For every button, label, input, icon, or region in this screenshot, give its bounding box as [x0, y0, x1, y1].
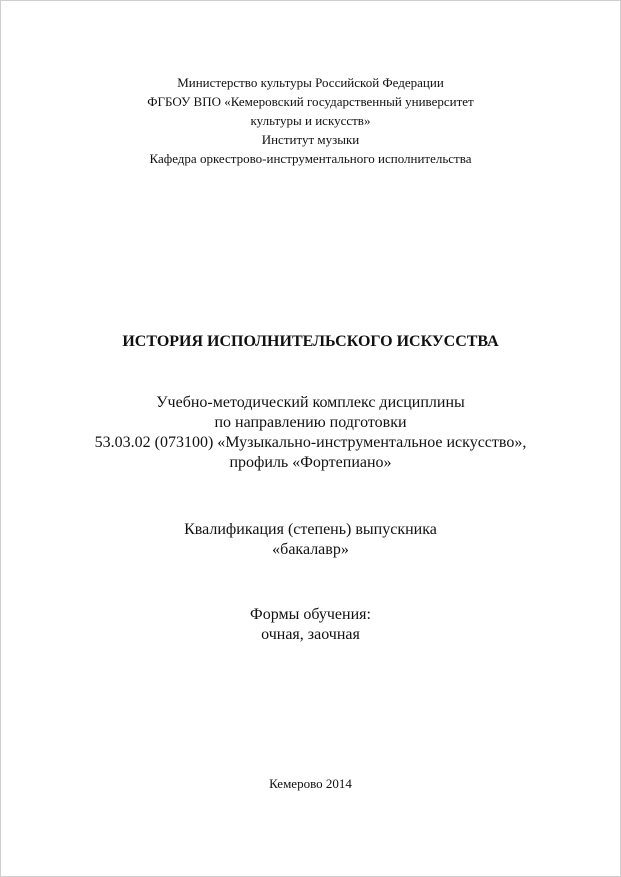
document-title: [0, 331, 621, 353]
study-forms-section: [0, 605, 621, 645]
institution-header: [0, 73, 621, 168]
university-line-continued: культуры и искусств»: [250, 113, 371, 128]
document-subtitle: [0, 393, 621, 473]
subtitle-line-complex: Учебно-методический комплекс дисциплины: [156, 394, 465, 411]
subtitle-line-code: 53.03.02 (073100) «Музыкально-инструментальное искусство»,: [94, 434, 527, 451]
qualification-section: [0, 520, 621, 560]
city-year-text: Кемерово 2014: [269, 776, 352, 791]
study-forms-value: очная, заочная: [261, 626, 360, 643]
subtitle-line-profile: профиль «Фортепиано»: [229, 454, 392, 471]
qualification-label: Квалификация (степень) выпускника: [184, 521, 437, 538]
city-year-footer: [0, 774, 621, 793]
subtitle-line-direction: по направлению подготовки: [214, 414, 407, 431]
department-line: Кафедра оркестрово-инструментального исполнительства: [149, 151, 472, 166]
ministry-line: Министерство культуры Российской Федерации: [177, 75, 444, 90]
title-text: ИСТОРИЯ ИСПОЛНИТЕЛЬСКОГО ИСКУССТВА: [122, 333, 499, 350]
qualification-value: «бакалавр»: [272, 541, 349, 558]
university-line: ФГБОУ ВПО «Кемеровский государственный университет: [147, 94, 474, 109]
study-forms-label: Формы обучения:: [250, 606, 371, 623]
institute-line: Институт музыки: [261, 132, 360, 147]
